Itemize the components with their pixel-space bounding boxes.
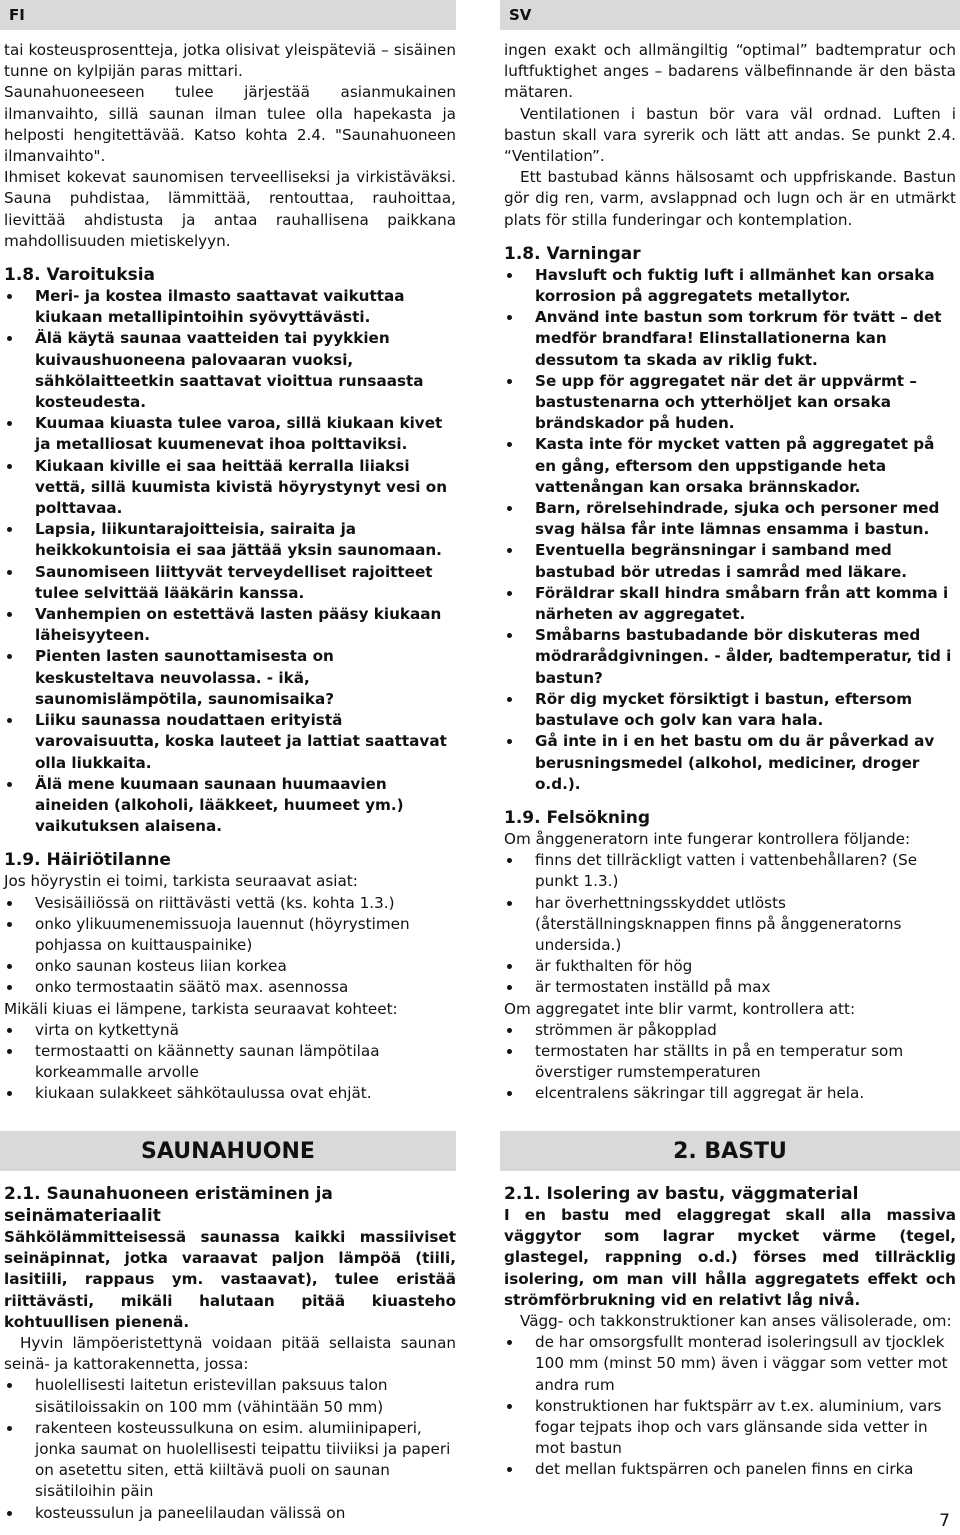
list-item: Vesisäiliössä on riittävästi vettä (ks. kohta 1.3.) xyxy=(4,893,456,914)
list-item: termostaatti on käännetty saunan lämpötilaa korkeammalle arvolle xyxy=(4,1041,456,1083)
section-banner-sv: 2. BASTU xyxy=(500,1131,960,1171)
section-2-sv xyxy=(504,1183,956,1481)
intro-paragraph-2: Ventilationen i bastun bör vara väl ordnad. Luften i bastun skall vara syrerik och lätt att andas. Se punkt 2.4. “Ventilation”. xyxy=(504,104,956,166)
list-item: Lapsia, liikuntarajoitteisia, sairaita ja heikkokuntoisia ei saa jättää yksin saunomaan. xyxy=(4,519,456,561)
list-item: Älä käytä saunaa vaatteiden tai pyykkien kuivaushuoneena palovaaran vuoksi, sähkölaitteetkin saattavat vioittua runsaasta kosteudesta. xyxy=(4,328,456,413)
list-item: kosteussulun ja paneelilaudan välissä on xyxy=(4,1503,456,1524)
list-item: Älä mene kuumaan saunaan huumaavien aineiden (alkoholi, lääkkeet, huumeet ym.) vaikutuksen alaisena. xyxy=(4,774,456,838)
list-item: Vanhempien on estettävä lasten pääsy kiukaan läheisyyteen. xyxy=(4,604,456,646)
list-item: Barn, rörelsehindrade, sjuka och personer med svag hälsa får inte lämnas ensamma i bastun. xyxy=(504,498,956,540)
list-item: termostaten har ställts in på en temperatur som överstiger rumstemperaturen xyxy=(504,1041,956,1083)
column-sv xyxy=(504,40,956,1105)
list-item: Kasta inte för mycket vatten på aggregatet på en gång, eftersom den uppstigande heta vattenångan kan orsaka brännskador. xyxy=(504,434,956,498)
troubleshooting-heading: 1.9. Felsökning xyxy=(504,807,651,828)
list-item: Liiku saunassa noudattaen erityistä varovaisuutta, koska lauteet ja lattiat saattavat olla liukkaita. xyxy=(4,710,456,774)
list-item: Föräldrar skall hindra småbarn från att komma i närheten av aggregatet. xyxy=(504,583,956,625)
list-item: onko ylikuumenemissuoja lauennut (höyrystimen pohjassa on kuittauspainike) xyxy=(4,914,456,956)
insulation-list xyxy=(4,1375,456,1523)
section-2-fi xyxy=(4,1183,456,1524)
list-item: Se upp för aggregatet när det är uppvärmt – bastustenarna och ytterhöljet kan orsaka brändskador på huden. xyxy=(504,371,956,435)
heater-check-intro: Om aggregatet inte blir varmt, kontrollera att: xyxy=(504,999,856,1018)
warnings-heading: 1.8. Varningar xyxy=(504,243,641,264)
troubleshooting-intro: Om ånggeneratorn inte fungerar kontrollera följande: xyxy=(504,829,911,848)
column-fi xyxy=(4,40,456,1105)
list-item: konstruktionen har fuktspärr av t.ex. aluminium, vars fogar tejpats ihop och vars glänsande sida vetter in mot bastun xyxy=(504,1396,956,1460)
insulation-paragraph: Vägg- och takkonstruktioner kan anses välisolerade, om: xyxy=(520,1312,952,1331)
list-item: Eventuella begränsningar i samband med bastubad bör utredas i samråd med läkare. xyxy=(504,540,956,582)
troubleshooting-intro: Jos höyrystin ei toimi, tarkista seuraavat asiat: xyxy=(4,872,358,891)
list-item: Gå inte in i en het bastu om du är påverkad av berusningsmedel (alkohol, mediciner, droger o.d.). xyxy=(504,731,956,795)
list-item: Rör dig mycket försiktigt i bastun, eftersom bastulave och golv kan vara hala. xyxy=(504,689,956,731)
intro-paragraph-3: Ett bastubad känns hälsosamt och uppfriskande. Bastun gör dig ren, varm, avslappnad och lugn och är en utmärkt plats för stilla funderingar och kontemplation. xyxy=(504,168,956,229)
list-item: de har omsorgsfullt monterad isoleringsull av tjocklek 100 mm (minst 50 mm) även i väggar som vetter mot andra rum xyxy=(504,1332,956,1396)
list-item: finns det tillräckligt vatten i vattenbehållaren? (Se punkt 1.3.) xyxy=(504,850,956,892)
list-item: kiukaan sulakkeet sähkötaulussa ovat ehjät. xyxy=(4,1083,456,1104)
heater-check-intro: Mikäli kiuas ei lämpene, tarkista seuraavat kohteet: xyxy=(4,999,398,1018)
list-item: Kiukaan kiville ei saa heittää kerralla liiaksi vettä, sillä kuumista kivistä höyrystynyt vesi on polttavaa. xyxy=(4,456,456,520)
list-item: Meri- ja kostea ilmasto saattavat vaikuttaa kiukaan metallipintoihin syövyttävästi. xyxy=(4,286,456,328)
troubleshooting-list xyxy=(4,893,456,999)
language-tab-fi: FI xyxy=(0,0,456,30)
intro-paragraph-1: tai kosteusprosentteja, jotka olisivat yleispäteviä – sisäinen tunne on kylpijän paras mittari. xyxy=(4,41,456,81)
insulation-list xyxy=(504,1332,956,1480)
list-item: är termostaten inställd på max xyxy=(504,977,956,998)
list-item: huolellisesti laitetun eristevillan paksuus talon sisätiloissakin on 100 mm (vähintään 50 mm) xyxy=(4,1375,456,1417)
list-item: onko saunan kosteus liian korkea xyxy=(4,956,456,977)
page-number: 7 xyxy=(939,1511,950,1531)
troubleshooting-heading: 1.9. Häiriötilanne xyxy=(4,850,171,871)
list-item: virta on kytkettynä xyxy=(4,1020,456,1041)
section-banner-fi: SAUNAHUONE xyxy=(0,1131,456,1171)
list-item: Kuumaa kiuasta tulee varoa, sillä kiukaan kivet ja metalliosat kuumenevat ihoa polttaviksi. xyxy=(4,413,456,455)
heater-check-list xyxy=(4,1020,456,1105)
list-item: Pienten lasten saunottamisesta on keskusteltava neuvolassa. - ikä, saunomislämpötila, saunomisaika? xyxy=(4,646,456,710)
insulation-heading: 2.1. Saunahuoneen eristäminen ja seinämateriaalit xyxy=(4,1184,333,1226)
list-item: rakenteen kosteussulkuna on esim. alumiinipaperi, jonka saumat on huolellisesti teipattu tiiviiksi ja paperi on asetettu siten, että kiiltävä puoli on saunan sisätiloihin päin xyxy=(4,1418,456,1503)
insulation-paragraph: Hyvin lämpöeristettynä voidaan pitää sellaista saunan seinä- ja kattorakennetta, jossa: xyxy=(4,1334,456,1374)
insulation-heading: 2.1. Isolering av bastu, väggmaterial xyxy=(504,1184,859,1204)
list-item: onko termostaatin säätö max. asennossa xyxy=(4,977,456,998)
list-item: Havsluft och fuktig luft i allmänhet kan orsaka korrosion på aggregatets metallytor. xyxy=(504,265,956,307)
insulation-bold-paragraph: Sähkölämmitteisessä saunassa kaikki massiiviset seinäpinnat, jotka varaavat paljon lämpöä (tiili, lasitiili, rappaus ym. vastaavat), tulee eristää riittävästi, mikäli halutaan pitää kiuasteho kohtuullisen pienenä. xyxy=(4,1228,456,1331)
warnings-list xyxy=(4,286,456,837)
warnings-list xyxy=(504,265,956,795)
heater-check-list xyxy=(504,1020,956,1105)
troubleshooting-list xyxy=(504,850,956,998)
list-item: strömmen är påkopplad xyxy=(504,1020,956,1041)
intro-paragraph-1: ingen exakt och allmängiltig “optimal” badtempratur och luftfuktighet anges – badarens välbefinnande är den bästa mätaren. xyxy=(504,41,956,102)
intro-paragraph-3: Ihmiset kokevat saunomisen terveelliseksi ja virkistäväksi. Sauna puhdistaa, lämmittää, rentouttaa, rauhoittaa, lievittää ahdistusta ja antaa rauhallisena paikkana mahdollisuuden mietiskelyyn. xyxy=(4,168,456,250)
list-item: Saunomiseen liittyvät terveydelliset rajoitteet tulee selvittää lääkärin kanssa. xyxy=(4,562,456,604)
list-item: Småbarns bastubadande bör diskuteras med mödrarådgivningen. - ålder, badtemperatur, tid i bastun? xyxy=(504,625,956,689)
list-item: är fukthalten för hög xyxy=(504,956,956,977)
list-item: det mellan fuktspärren och panelen finns en cirka xyxy=(504,1459,956,1480)
insulation-bold-paragraph: I en bastu med elaggregat skall alla massiva väggytor som lagrar mycket värme (tegel, glastegel, rappning o.d.) förses med tillräcklig isolering, om man vill hålla aggregatets effekt och strömförbrukning vid en relativt låg nivå. xyxy=(504,1206,956,1309)
list-item: Använd inte bastun som torkrum för tvätt – det medför brandfara! Elinstallationerna kan dessutom ta skada av riklig fukt. xyxy=(504,307,956,371)
warnings-heading: 1.8. Varoituksia xyxy=(4,265,156,286)
intro-paragraph-2: Saunahuoneeseen tulee järjestää asianmukainen ilmanvaihto, sillä saunan ilman tulee olla hapekasta ja helposti hengitettävää. Katso kohta 2.4. "Saunahuoneen ilmanvaihto". xyxy=(4,83,456,166)
language-tab-sv: SV xyxy=(500,0,960,30)
list-item: har överhettningsskyddet utlösts (återställningsknappen finns på ånggeneratorns undersida.) xyxy=(504,893,956,957)
list-item: elcentralens säkringar till aggregat är hela. xyxy=(504,1083,956,1104)
